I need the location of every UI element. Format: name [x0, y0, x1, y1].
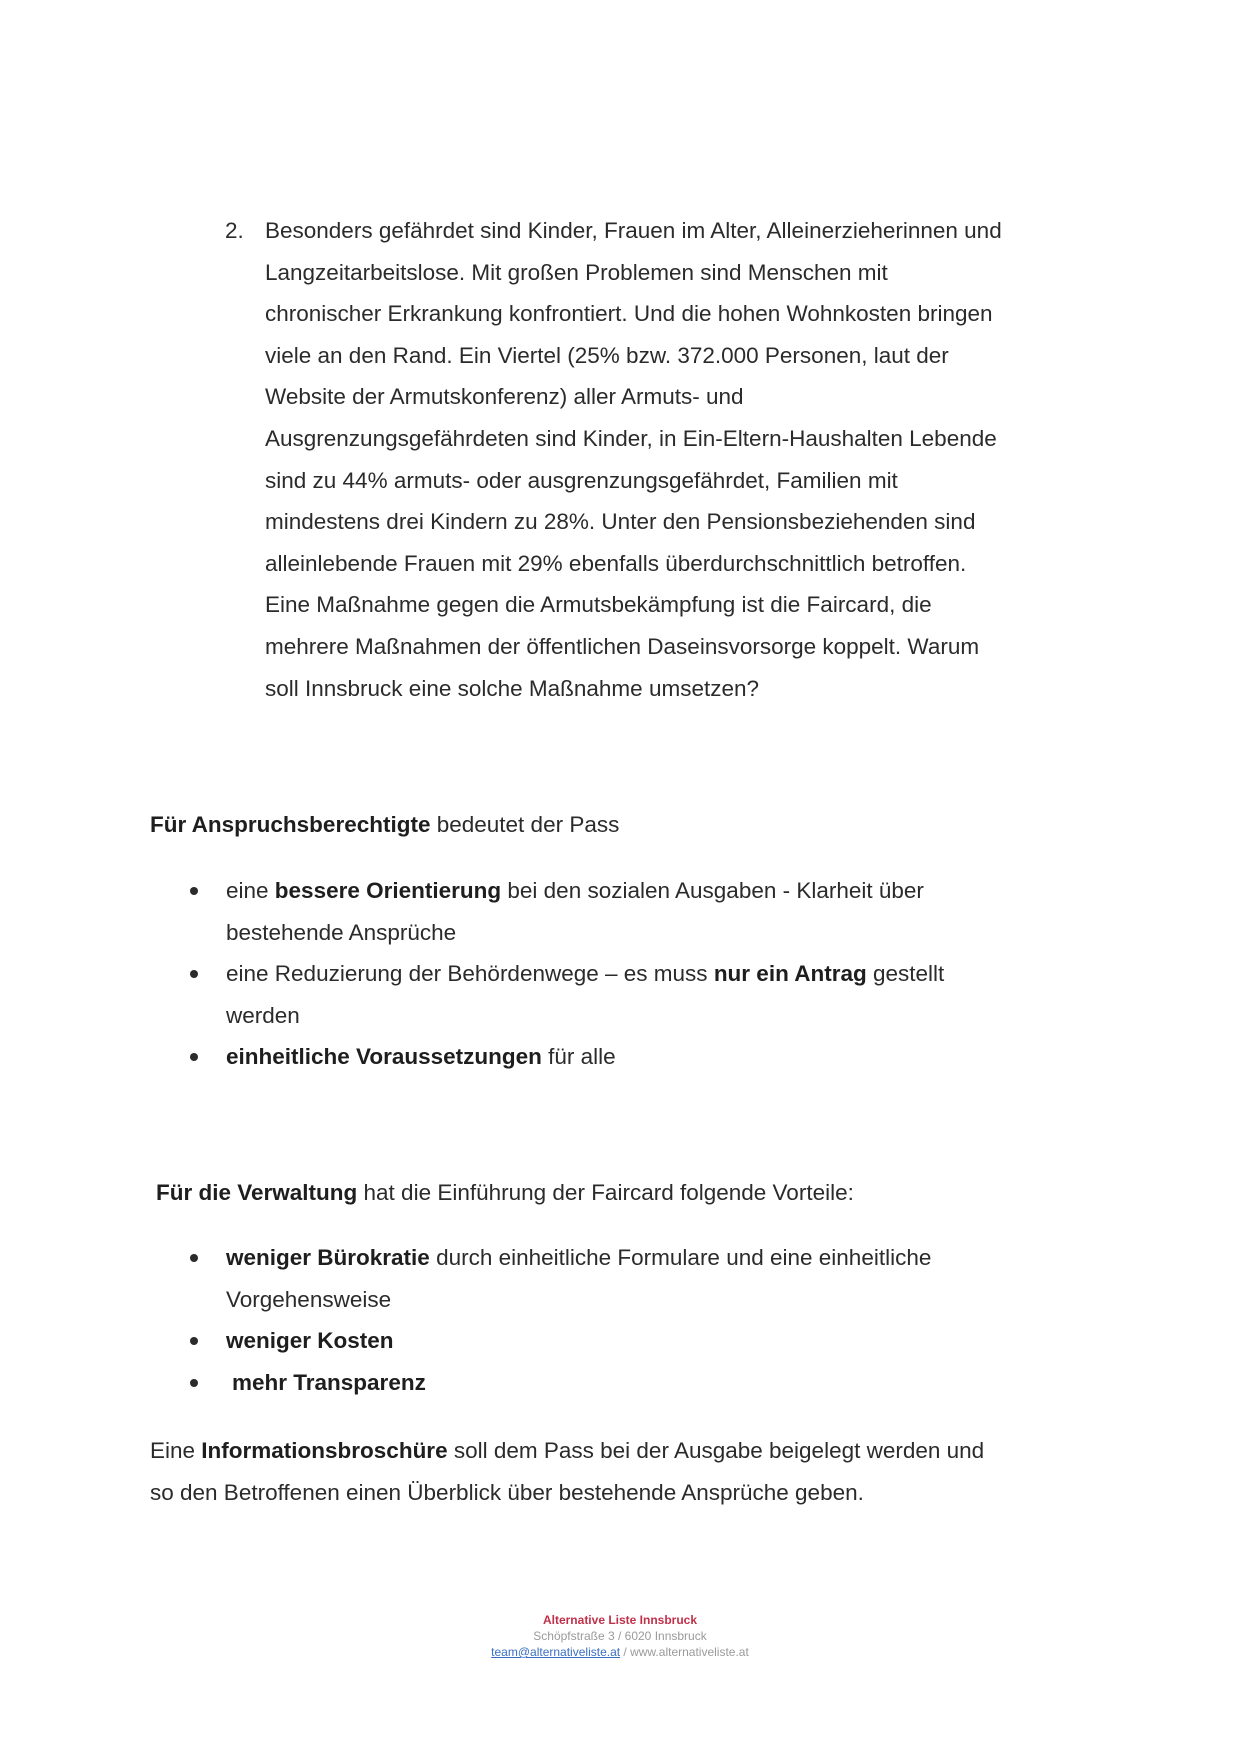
- section-intro-text: bedeutet der Pass: [430, 812, 620, 837]
- section-intro-verwaltung: [156, 1172, 854, 1214]
- item2-line: Langzeitarbeitslose. Mit großen Problemen sind Menschen mit: [265, 259, 888, 285]
- page-footer: [0, 1612, 1240, 1660]
- bullet-text: eine Reduzierung der Behördenwege – es muss: [226, 961, 714, 987]
- closing-text: soll dem Pass bei der Ausgabe beigelegt werden und: [447, 1438, 985, 1463]
- bullet-bold: mehr Transparenz: [232, 1369, 426, 1395]
- item2-line: Besonders gefährdet sind Kinder, Frauen im Alter, Alleinerzieherinnen und: [265, 218, 1002, 243]
- closing-line: [150, 1430, 984, 1472]
- bullet-continuation: werden: [226, 1002, 300, 1028]
- item2-line: mehrere Maßnahmen der öffentlichen Daseinsvorsorge koppelt. Warum: [265, 633, 980, 659]
- item2-line: alleinlebende Frauen mit 29% ebenfalls überdurchschnittlich betroffen.: [265, 550, 967, 576]
- list-item: [186, 1362, 1086, 1404]
- bullet-line: [226, 1362, 1086, 1404]
- footer-organization: Alternative Liste Innsbruck: [542, 1613, 698, 1627]
- item2-line: Ausgrenzungsgefährdeten sind Kinder, in Ein-Eltern-Haushalten Lebende: [265, 425, 997, 451]
- bullet-text: durch einheitliche Formulare und eine einheitliche: [429, 1245, 932, 1270]
- bullet-line: [226, 1036, 1086, 1078]
- bullet-line: [226, 1320, 1086, 1362]
- bullet-text: für alle: [541, 1044, 616, 1070]
- closing-line-2: so den Betroffenen einen Überblick über bestehende Ansprüche geben.: [150, 1479, 864, 1505]
- list-item-body: [265, 210, 1105, 709]
- section-intro-bold: Für die Verwaltung: [156, 1180, 358, 1205]
- section-intro-anspruchsberechtigte: [150, 804, 619, 846]
- bullet-list-anspruchsberechtigte: [186, 870, 1086, 1078]
- footer-email-link[interactable]: team@alternativeliste.at: [491, 1645, 621, 1659]
- item2-line: sind zu 44% armuts- oder ausgrenzungsgefährdet, Familien mit: [265, 467, 898, 493]
- footer-address: Schöpfstraße 3 / 6020 Innsbruck: [533, 1629, 707, 1643]
- bullet-continuation: bestehende Ansprüche: [226, 919, 457, 945]
- bullet-text: eine: [226, 878, 275, 903]
- item2-line: Eine Maßnahme gegen die Armutsbekämpfung ist die Faircard, die: [265, 592, 932, 618]
- item2-line: soll Innsbruck eine solche Maßnahme umsetzen?: [265, 675, 760, 701]
- list-item: [186, 1320, 1086, 1362]
- list-item-number: 2.: [225, 218, 244, 243]
- footer-website[interactable]: www.alternativeliste.at: [630, 1645, 749, 1659]
- bullet-icon: [190, 1379, 198, 1387]
- bullet-bold: einheitliche Voraussetzungen: [226, 1044, 542, 1070]
- footer-separator: /: [620, 1645, 631, 1659]
- item2-line: mindestens drei Kindern zu 28%. Unter den Pensionsbeziehenden sind: [265, 509, 976, 535]
- bullet-icon: [190, 887, 198, 895]
- bullet-icon: [190, 1254, 198, 1262]
- bullet-text: gestellt: [866, 961, 945, 987]
- bullet-icon: [190, 1053, 198, 1061]
- numbered-list-item-2: [225, 210, 1105, 709]
- item2-line: Website der Armutskonferenz) aller Armuts- und: [265, 384, 744, 410]
- list-item: [186, 1036, 1086, 1078]
- bullet-bold: bessere Orientierung: [274, 878, 502, 903]
- bullet-text: bei den sozialen Ausgaben - Klarheit über: [501, 878, 924, 903]
- bullet-bold: weniger Bürokratie: [226, 1245, 430, 1270]
- item2-line: viele an den Rand. Ein Viertel (25% bzw. 372.000 Personen, laut der: [265, 342, 949, 368]
- bullet-icon: [190, 1337, 198, 1345]
- bullet-list-verwaltung: [186, 1237, 1086, 1403]
- bullet-bold: weniger Kosten: [226, 1328, 394, 1354]
- item2-line: chronischer Erkrankung konfrontiert. Und die hohen Wohnkosten bringen: [265, 301, 993, 327]
- closing-bold: Informationsbroschüre: [201, 1438, 448, 1463]
- closing-text: Eine: [150, 1438, 202, 1463]
- footer-contact: [0, 1644, 1240, 1660]
- bullet-line: [226, 953, 1086, 995]
- bullet-continuation: Vorgehensweise: [226, 1286, 392, 1312]
- list-item: [186, 1237, 1086, 1320]
- list-item: [186, 953, 1086, 1036]
- section-intro-text: hat die Einführung der Faircard folgende Vorteile:: [357, 1180, 854, 1205]
- list-item: [186, 870, 1086, 953]
- closing-paragraph: [150, 1430, 984, 1513]
- bullet-line: [226, 1237, 1086, 1279]
- bullet-line: [226, 870, 1086, 912]
- bullet-bold: nur ein Antrag: [713, 961, 867, 987]
- bullet-icon: [190, 970, 198, 978]
- section-intro-bold: Für Anspruchsberechtigte: [150, 812, 431, 837]
